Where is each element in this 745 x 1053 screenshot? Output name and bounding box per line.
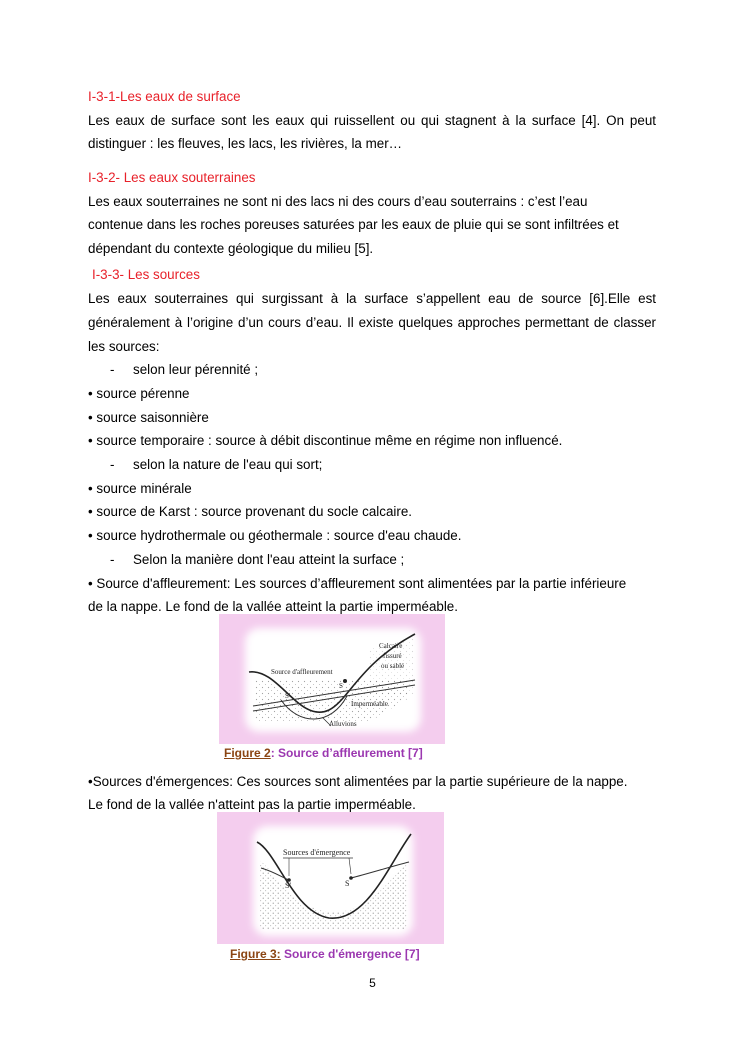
figure-3-label: Figure 3: [230, 947, 281, 961]
list-bullet-item: • source hydrothermale ou géothermale : source d'eau chaude. [88, 528, 462, 543]
affleurement-diagram [219, 614, 445, 744]
emergence-diagram [217, 812, 444, 944]
label-impermeable: Imperméable [351, 700, 388, 708]
label-s-prime: S' [285, 692, 291, 700]
paragraph-line: contenue dans les roches poreuses saturées par les eaux de pluie qui se sont infiltrées et [88, 217, 619, 232]
paragraph-line: distinguer : les fleuves, les lacs, les rivières, la mer… [88, 136, 403, 151]
paragraph-line: • Source d'affleurement: Les sources d’affleurement sont alimentées par la partie inférieure [88, 576, 627, 591]
paragraph-line: de la nappe. Le fond de la vallée atteint la partie imperméable. [88, 599, 458, 614]
paragraph-line: Les eaux de surface sont les eaux qui ruissellent ou qui stagnent à la surface [4]. On peut [88, 113, 656, 128]
label-s-prime: S' [285, 881, 291, 890]
list-bullet-item: • source saisonnière [88, 410, 209, 425]
label-alluvions: Alluvions [329, 720, 357, 728]
list-bullet-item: • source minérale [88, 481, 192, 496]
paragraph-line: •Sources d'émergences: Ces sources sont alimentées par la partie supérieure de la nappe. [88, 774, 628, 789]
figure-2-caption [224, 746, 423, 760]
figure-2-image [219, 614, 445, 744]
heading-sources: I-3-3- Les sources [92, 267, 200, 282]
paragraph-line: généralement à l’origine d’un cours d’eau. Il existe quelques approches permettant de classer [88, 315, 656, 330]
list-dash-item: selon leur pérennité ; [133, 362, 259, 377]
figure-3-title: Source d'émergence [7] [280, 947, 420, 961]
paragraph-line: Le fond de la vallée n'atteint pas la partie imperméable. [88, 797, 416, 812]
label-s: S [339, 682, 343, 690]
heading-groundwater: I-3-2- Les eaux souterraines [88, 170, 256, 185]
label-source-affleurement: Source d'affleurement [271, 668, 333, 676]
page-number: 5 [369, 976, 376, 990]
list-bullet-item: • source pérenne [88, 386, 190, 401]
list-bullet-item: • source temporaire : source à débit discontinue même en régime non influencé. [88, 433, 563, 448]
dash-marker: - [110, 457, 115, 472]
label-fissure: fissuré [383, 652, 402, 660]
figure-2-label: Figure 2 [224, 746, 271, 760]
label-sources-emergence: Sources d'émergence [283, 848, 351, 857]
dash-marker: - [110, 362, 115, 377]
figure-2-title: : Source d’affleurement [7] [270, 746, 423, 760]
paragraph-line: les sources: [88, 339, 160, 354]
paragraph-line: Les eaux souterraines qui surgissant à la surface s’appellent eau de source [6].Elle est [88, 291, 656, 306]
list-dash-item: Selon la manière dont l'eau atteint la surface ; [133, 552, 405, 567]
paragraph-line: dépendant du contexte géologique du milieu [5]. [88, 241, 374, 256]
label-ou-sable: ou sablé [381, 662, 405, 670]
label-calcaire: Calcaire [379, 642, 403, 650]
heading-surface-water: I-3-1-Les eaux de surface [88, 89, 241, 104]
paragraph-line: Les eaux souterraines ne sont ni des lacs ni des cours d’eau souterrains : c’est l’eau [88, 194, 588, 209]
label-s: S [345, 879, 350, 888]
list-dash-item: selon la nature de l'eau qui sort; [133, 457, 323, 472]
figure-3-image [217, 812, 444, 944]
figure-3-caption [230, 947, 420, 961]
dash-marker: - [110, 552, 115, 567]
list-bullet-item: • source de Karst : source provenant du socle calcaire. [88, 504, 412, 519]
